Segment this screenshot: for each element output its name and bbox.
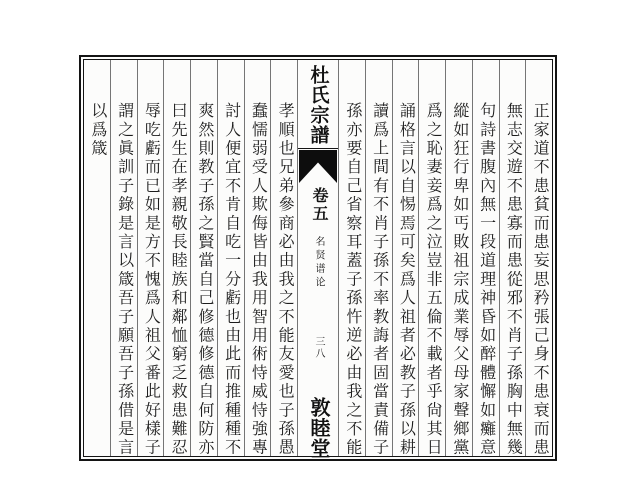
- text-column-06: [392, 60, 419, 456]
- banxin-center-column: [297, 60, 338, 459]
- column-text: 縱如狂行卑如丐敗祖宗成業辱父母家聲鄉黨: [450, 102, 468, 458]
- text-column-12: [190, 60, 217, 456]
- column-text: 爲之恥妻妾爲之泣豈非五倫不載者乎尙其日: [424, 102, 442, 458]
- divider-line: [298, 148, 338, 149]
- column-text: 爽然則教子孫之賢當自己修德修德自何防亦: [195, 102, 213, 458]
- text-column-09: [270, 60, 297, 456]
- column-text: 討人便宜不肯自吃一分虧也由此而推種種不: [222, 102, 240, 458]
- column-text: 孝順也兄弟參商必由我之不能友愛也子孫愚: [276, 102, 294, 458]
- text-column-08: [338, 60, 365, 456]
- text-column-04: [445, 60, 472, 456]
- text-column-03: [472, 60, 499, 456]
- text-column-15: [110, 60, 137, 456]
- column-text: 誦格言以自惕焉可矣爲人祖者必教子孫以耕: [397, 102, 415, 458]
- text-column-16: [84, 60, 110, 456]
- column-text: 以爲箴: [88, 102, 106, 159]
- text-column-07: [365, 60, 392, 456]
- page-inner-frame: [83, 59, 553, 457]
- page-outer-frame: [79, 55, 557, 461]
- text-column-10: [244, 60, 271, 456]
- column-text: 蠢懦弱受人欺侮皆由我用智用術恃威恃強專: [249, 102, 267, 458]
- column-text: 辱吃虧而已如是方不愧爲人祖父番此好樣子: [142, 102, 160, 458]
- column-text: 讀爲上間有不肖子孫不率教誨者固當責備子: [370, 102, 388, 458]
- section-label: 名贤谱论: [313, 236, 324, 290]
- column-text: 曰先生在孝親敬長睦族和鄰恤窮乏救患難忍: [169, 102, 187, 458]
- text-column-11: [217, 60, 244, 456]
- column-text: 無志交遊不患寡而患從邪不肖子孫胸中無幾: [504, 102, 522, 458]
- book-title: 杜氏宗譜: [307, 65, 329, 145]
- volume-label: 卷五: [310, 187, 327, 223]
- text-column-13: [163, 60, 190, 456]
- column-grid: [84, 60, 552, 459]
- text-column-14: [137, 60, 164, 456]
- text-column-02: [499, 60, 526, 456]
- fishtail-icon: [299, 150, 337, 183]
- column-text: 孫亦要自己省察耳蓋子孫忤逆必由我之不能: [343, 102, 361, 458]
- text-column-01: [525, 60, 552, 456]
- text-column-05: [418, 60, 445, 456]
- page-number: 三八: [313, 336, 324, 360]
- column-text: 句詩書腹內無一段道理神昏如醉體懈如癱意: [477, 102, 495, 458]
- column-text: 正家道不患貧而患妄思矜張己身不患衰而患: [531, 102, 549, 458]
- column-text: 謂之眞訓子錄是言以箴吾子願吾子孫借是言: [115, 102, 133, 458]
- hall-mark: 敦睦堂: [307, 397, 329, 459]
